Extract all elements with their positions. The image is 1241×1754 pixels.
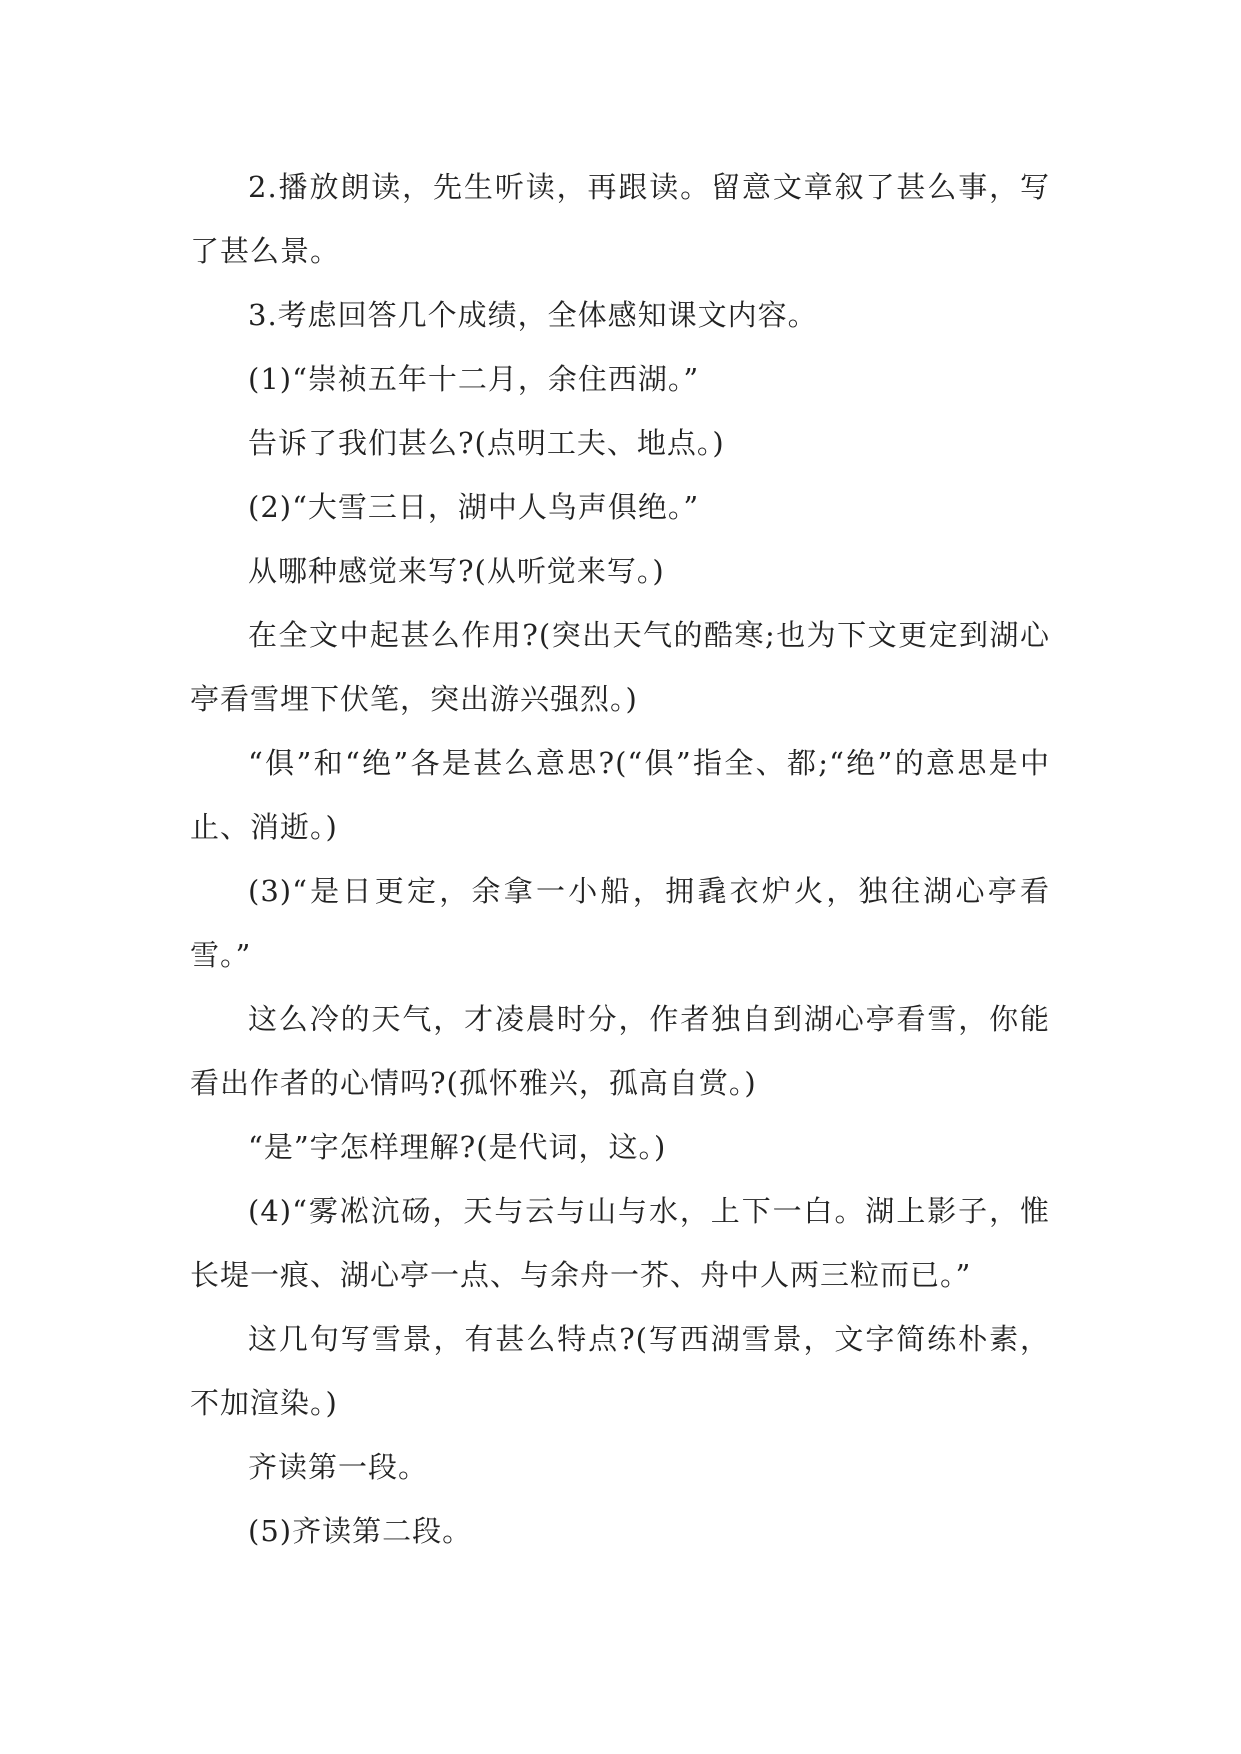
paragraph-read-second-section: (5)齐读第二段。 — [248, 1514, 473, 1548]
document-body — [190, 155, 1050, 1563]
paragraph-questions-intro: 3.考虑回答几个成绩，全体感知课文内容。 — [248, 298, 818, 332]
paragraph-quote-1: (1)“崇祯五年十二月，余住西湖。” — [248, 362, 700, 396]
paragraph-answer-2a: 从哪种感觉来写?(从听觉来写。) — [248, 554, 665, 588]
paragraph-answer-3a: 这么冷的天气，才凌晨时分，作者独自到湖心亭看雪，你能看出作者的心情吗?(孤怀雅兴，孤高自赏。) — [190, 1002, 1050, 1100]
paragraph-answer-1: 告诉了我们甚么?(点明工夫、地点。) — [248, 426, 725, 460]
paragraph-answer-2c: “俱”和“绝”各是甚么意思?(“俱”指全、都;“绝”的意思是中止、消逝。) — [190, 746, 1050, 844]
paragraph-answer-2b: 在全文中起甚么作用?(突出天气的酷寒;也为下文更定到湖心亭看雪埋下伏笔，突出游兴强烈。) — [190, 618, 1050, 716]
paragraph-quote-3: (3)“是日更定，余拿一小船，拥毳衣炉火，独往湖心亭看雪。” — [190, 874, 1050, 972]
paragraph-quote-2: (2)“大雪三日，湖中人鸟声俱绝。” — [248, 490, 700, 524]
paragraph-quote-4: (4)“雾凇沆砀，天与云与山与水，上下一白。湖上影子，惟长堤一痕、湖心亭一点、与余舟一芥、舟中人两三粒而已。” — [190, 1194, 1050, 1292]
paragraph-read-first-section: 齐读第一段。 — [248, 1450, 429, 1484]
paragraph-answer-3b: “是”字怎样理解?(是代词，这。) — [248, 1130, 667, 1164]
paragraph-playback-reading: 2.播放朗读，先生听读，再跟读。留意文章叙了甚么事，写了甚么景。 — [190, 170, 1050, 268]
paragraph-answer-4: 这几句写雪景，有甚么特点?(写西湖雪景，文字简练朴素，不加渲染。) — [190, 1322, 1050, 1420]
